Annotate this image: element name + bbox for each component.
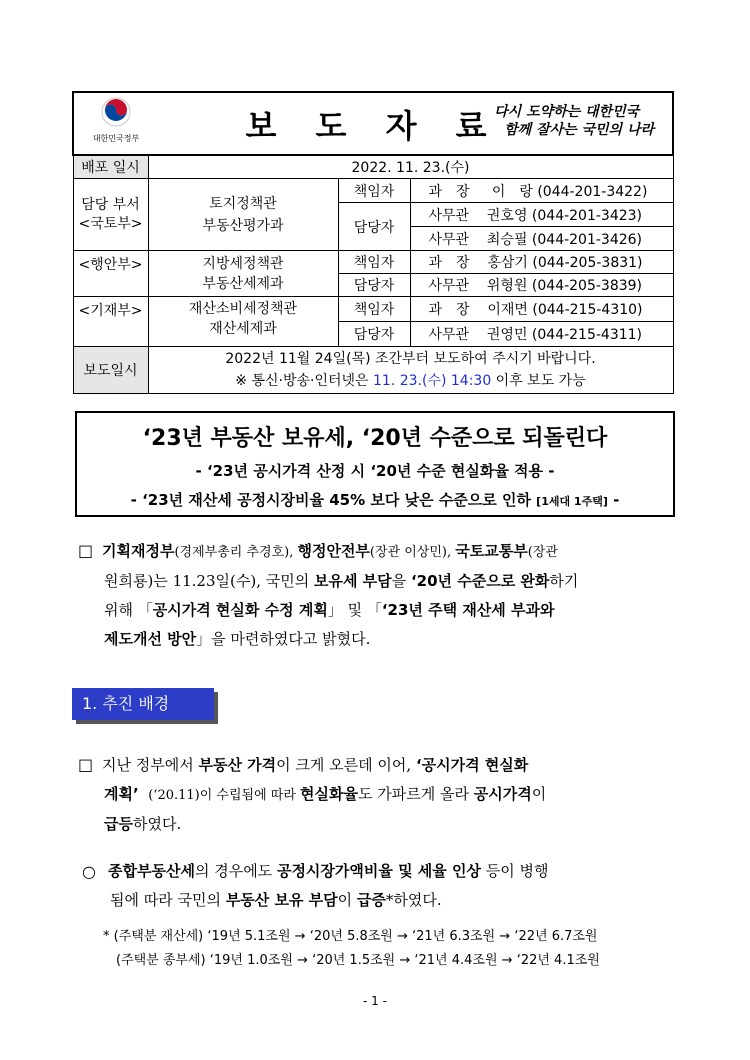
t: 공정시장가액비율 및 세율 인상 — [276, 862, 481, 880]
t: 급증 — [356, 891, 386, 909]
embargo-label: 보도일시 — [73, 347, 148, 394]
t: 을 — [391, 572, 411, 590]
para3-line2 — [108, 886, 683, 915]
embargo-suffix: 이후 보도 가능 — [491, 373, 586, 389]
office-moef-2: 재산세제과 — [209, 321, 277, 337]
title: 사무관 — [428, 278, 470, 294]
title: 과 장 — [428, 183, 470, 200]
t: 」을 마련하였다고 밝혔다. — [196, 630, 371, 648]
para2-line3 — [102, 810, 682, 839]
t: 하기 — [549, 572, 579, 590]
footnote-2: (주택분 종부세) ‘19년 1.0조원 → ‘20년 1.5조원 → ‘21년 4.4조원 → ‘22년 4.1조원 — [116, 953, 600, 968]
intro-line1 — [102, 537, 682, 567]
government-logo — [86, 97, 146, 144]
t: 」 및 「 — [327, 601, 382, 619]
sub2-main: - ‘23년 재산세 공정시장비율 45% 보다 낮은 수준으로 인하 — [130, 491, 531, 509]
embargo-text — [148, 347, 673, 394]
intro-bullet: □ — [78, 541, 94, 560]
contact: 홍삼기 (044-205-3831) — [487, 255, 643, 271]
embargo-line1: 2022년 11월 24일(목) 조간부터 보도하여 주시기 바랍니다. — [225, 351, 596, 367]
office-molit-1: 토지정책관 — [209, 195, 277, 212]
office-moef — [148, 297, 338, 347]
t: 제도개선 방안 — [104, 630, 197, 648]
headline-sub2 — [77, 489, 673, 510]
office-mois — [148, 251, 338, 297]
contact: 최승필 (044-201-3426) — [486, 231, 643, 248]
role-chief: 책임자 — [338, 251, 410, 274]
contact-molit-staff1 — [410, 203, 673, 227]
t: 하였다. — [132, 815, 182, 833]
section-heading-1: 1. 추진 배경 — [72, 688, 214, 720]
taegeuk-icon — [101, 97, 131, 127]
para2 — [102, 751, 682, 839]
contact-moef-chief — [410, 297, 673, 322]
sub2-end: - — [607, 491, 620, 509]
contact-moef-staff — [410, 322, 673, 347]
t: 원희룡)는 11.23일(수), 국민의 — [104, 572, 314, 590]
page-title: 보 도 자 료 — [245, 106, 501, 145]
t: 도 가파르게 올라 — [358, 785, 474, 803]
t: 부동산 가격 — [198, 756, 277, 774]
t: 공시가격 현실화 수정 계획 — [152, 601, 328, 619]
title: 사무관 — [428, 207, 470, 224]
t: 이 크게 오른데 이어, — [276, 756, 416, 774]
contact-molit-chief — [410, 179, 673, 203]
t: 종합부동산세 — [108, 862, 195, 880]
para2-line1 — [102, 751, 682, 780]
molit-detail: (장관 — [527, 545, 558, 560]
title: 사무관 — [428, 231, 470, 248]
title: 과 장 — [428, 302, 470, 318]
t: 지난 정부에서 — [102, 756, 199, 774]
org-moef: 기획재정부 — [102, 542, 175, 560]
contact-mois-staff — [410, 274, 673, 297]
footnote-1: * (주택분 재산세) ‘19년 5.1조원 → ‘20년 5.8조원 → ‘21년 6.3조원 → ‘22년 6.7조원 — [103, 929, 598, 944]
t: 이 — [337, 891, 357, 909]
role-staff: 담당자 — [338, 322, 410, 347]
contact: 이재면 (044-215-4310) — [487, 302, 643, 318]
release-date: 2022. 11. 23.(수) — [148, 155, 673, 179]
headline-title: ‘23년 부동산 보유세, ‘20년 수준으로 되돌린다 — [142, 426, 608, 451]
para3-line1 — [108, 857, 683, 886]
intro-line3 — [102, 596, 682, 625]
t: 공시가격 — [473, 785, 532, 803]
role-chief: 책임자 — [338, 179, 410, 203]
t: ‘공시가격 현실화 — [415, 756, 529, 774]
office-molit-2: 부동산평가과 — [202, 217, 284, 234]
contact: 권영민 (044-215-4311) — [486, 327, 643, 343]
t: 의 경우에도 — [194, 862, 277, 880]
para3-bullet: ○ — [82, 862, 96, 881]
org-mois: 행정안전부 — [297, 542, 370, 560]
para3 — [108, 857, 683, 915]
embargo-prefix: ※ 통신·방송·인터넷은 — [235, 373, 373, 389]
header-banner — [73, 92, 673, 155]
embargo-time: 11. 23.(수) 14:30 — [373, 373, 492, 389]
title: 사무관 — [428, 327, 470, 343]
dept-label-mois: <행안부> — [73, 251, 148, 297]
role-staff: 담당자 — [338, 203, 410, 251]
intro-line4 — [102, 625, 682, 654]
t: 부동산 보유 부담 — [225, 891, 338, 909]
contact-molit-staff2 — [410, 227, 673, 251]
contact: 이 랑 (044-201-3422) — [491, 183, 648, 200]
contact-mois-chief — [410, 251, 673, 274]
contact: 위형원 (044-205-3839) — [486, 278, 643, 294]
t: 이 — [531, 785, 547, 803]
office-mois-2: 부동산세제과 — [202, 275, 284, 292]
t: 됨에 따라 국민의 — [110, 891, 226, 909]
headline-sub1: - ‘23년 공시가격 산정 시 ‘20년 수준 현실화율 적용 - — [195, 462, 555, 480]
t: ‘23년 주택 재산세 부과와 — [381, 601, 555, 619]
para2-line2 — [102, 780, 682, 810]
title: 과 장 — [428, 255, 470, 271]
press-info-table — [72, 91, 674, 394]
org-molit: 국토교통부 — [455, 542, 528, 560]
dept-label-molit — [73, 179, 148, 251]
role-staff: 담당자 — [338, 274, 410, 297]
t: ‘20년 수준으로 완화 — [410, 572, 550, 590]
sub2-note: [1세대 1주택] — [536, 495, 608, 508]
t: *하였다. — [385, 891, 442, 909]
embargo-line2 — [149, 370, 673, 392]
office-mois-1: 지방세정책관 — [202, 255, 284, 272]
t: (‘20.11)이 수립됨에 따라 — [148, 788, 301, 803]
dept-molit-label: <국토부> — [78, 215, 143, 232]
dept-label-moef: <기재부> — [73, 297, 148, 347]
t: 보유세 부담 — [313, 572, 392, 590]
office-moef-1: 재산소비세정책관 — [188, 301, 298, 317]
slogan — [494, 103, 654, 139]
role-chief: 책임자 — [338, 297, 410, 322]
release-label: 배포 일시 — [73, 155, 148, 179]
para2-bullet: □ — [78, 755, 94, 774]
t: 위해 「 — [104, 601, 153, 619]
t: 급등 — [104, 815, 133, 833]
office-molit — [148, 179, 338, 251]
logo-text: 대한민국정부 — [92, 134, 140, 143]
t: 등이 병행 — [481, 862, 549, 880]
t: 현실화율 — [300, 785, 358, 803]
page-number: - 1 - — [363, 994, 387, 1008]
headline-box — [75, 411, 675, 517]
intro-line2 — [102, 567, 682, 596]
slogan-line1: 다시 도약하는 대한민국 — [494, 104, 640, 120]
contact: 권호영 (044-201-3423) — [486, 207, 643, 224]
intro-paragraph — [102, 537, 682, 654]
mois-detail: (장관 이상민), — [369, 545, 456, 560]
moef-detail: (경제부총리 추경호), — [174, 545, 298, 560]
t: 계획’ — [104, 785, 139, 803]
dept-header-label: 담당 부서 — [81, 196, 140, 213]
slogan-line2: 함께 잘사는 국민의 나라 — [504, 122, 655, 138]
